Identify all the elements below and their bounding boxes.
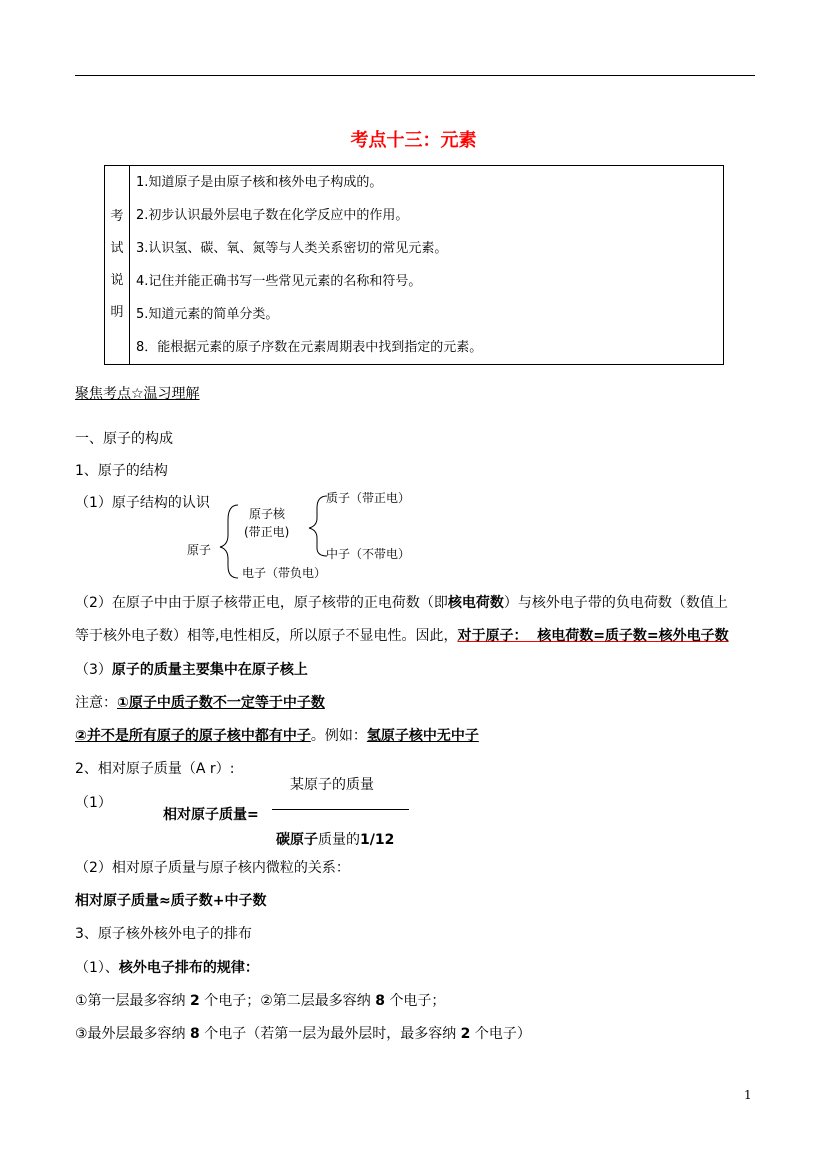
diagram-nucleus: 原子核	[249, 507, 286, 521]
text-run: ③最外层最多容纳	[75, 1026, 186, 1042]
section-heading: 一、原子的构成	[75, 431, 173, 447]
diagram-atom: 原子	[187, 543, 212, 557]
formula-label: （1）	[75, 795, 112, 811]
number: 8	[375, 993, 385, 1009]
rule-line	[75, 990, 445, 1010]
paragraph-line	[75, 592, 728, 612]
text-run: 对于原子：	[457, 628, 528, 644]
number: 8	[190, 1026, 200, 1042]
note-line	[75, 692, 325, 712]
bold-note: ②并不是所有原子的原子核中都有中子	[75, 728, 311, 744]
number: 2	[190, 993, 200, 1009]
paragraph-line	[75, 625, 729, 645]
bold-term: 核外电子排布的规律：	[118, 960, 259, 976]
rule-label	[75, 957, 259, 977]
requirement-item: 3.认识氢、碳、氧、氮等与人类关系密切的常见元素。	[136, 241, 448, 256]
subsection-heading: 3、原子核外核外电子的排布	[75, 926, 252, 942]
text-run: 个电子）	[474, 1026, 531, 1042]
highlight-statement	[457, 628, 728, 644]
number: 2	[460, 1026, 471, 1042]
text-run: 碳原子	[276, 832, 318, 848]
formula-lhs: 相对原子质量=	[163, 807, 259, 823]
text-run: ①第一层最多容纳	[75, 993, 186, 1009]
subsection-heading: 1、原子的结构	[75, 463, 168, 479]
text-run: 核电荷数=质子数=核外电子数	[537, 628, 729, 644]
requirement-item: 5.知道元素的简单分类。	[136, 307, 279, 322]
text-run: 质量的	[318, 832, 360, 848]
text-run: 个电子；	[389, 993, 446, 1009]
note-line	[75, 725, 479, 745]
page-title: 考点十三：元素	[350, 130, 477, 151]
requirement-item: 2.初步认识最外层电子数在化学反应中的作用。	[136, 208, 409, 223]
formula-numerator: 某原子的质量	[290, 777, 374, 793]
text-run: 。例如：	[310, 728, 367, 744]
label-char: 考	[110, 209, 124, 224]
outer-brace	[220, 505, 238, 578]
inner-brace	[309, 496, 327, 556]
focus-heading: 聚焦考点☆温习理解	[75, 386, 200, 402]
subsection-heading: 2、相对原子质量（A r）:	[75, 761, 235, 777]
requirement-item: 1.知道原子是由原子核和核外电子构成的。	[136, 175, 383, 190]
relation-label: （2）相对原子质量与原子核内微粒的关系：	[75, 860, 350, 876]
item-label: （1）原子结构的认识	[75, 495, 210, 511]
rule-line	[75, 1023, 531, 1043]
text-run: 等于核外电子数）相等,电性相反，所以原子不显电性。因此，	[75, 628, 458, 644]
diagram-electron: 电子（带负电）	[242, 566, 327, 580]
requirement-item: 4.记住并能正确书写一些常见元素的名称和符号。	[136, 274, 422, 289]
label-char: 明	[110, 305, 124, 320]
requirement-item: 8．能根据元素的原子序数在元素周期表中找到指定的元素。	[136, 340, 483, 355]
formula-denominator	[276, 829, 394, 849]
paragraph-line	[75, 659, 308, 679]
fraction-bar	[272, 809, 409, 810]
label-char: 试	[110, 241, 124, 256]
diagram-nucleus-charge: (带正电)	[244, 525, 290, 539]
bold-note: 氢原子核中无中子	[366, 728, 479, 744]
bold-term: 原子的质量主要集中在原子核上	[111, 662, 308, 678]
bold-term: 核电荷数	[447, 595, 504, 611]
text-run: 个电子（若第一层为最外层时，最多容纳	[204, 1026, 457, 1042]
page-number: 1	[744, 1088, 752, 1102]
diagram-proton: 质子（带正电）	[326, 491, 411, 505]
text-run: （2）在原子中由于原子核带正电，原子核带的正电荷数（即	[75, 595, 448, 611]
text-run: （1）、	[75, 960, 119, 976]
relation-formula: 相对原子质量≈质子数+中子数	[75, 893, 267, 909]
text-run: 个电子；②第二层最多容纳	[204, 993, 371, 1009]
text-run: （3）	[75, 662, 112, 678]
diagram-neutron: 中子（不带电）	[326, 547, 411, 561]
text-run: 1/12	[360, 832, 395, 848]
text-run: 注意：	[75, 695, 117, 711]
bold-note: ①原子中质子数不一定等于中子数	[117, 695, 325, 711]
text-run: ）与核外电子带的负电荷数（数值上	[503, 595, 728, 611]
label-char: 说	[110, 273, 124, 288]
